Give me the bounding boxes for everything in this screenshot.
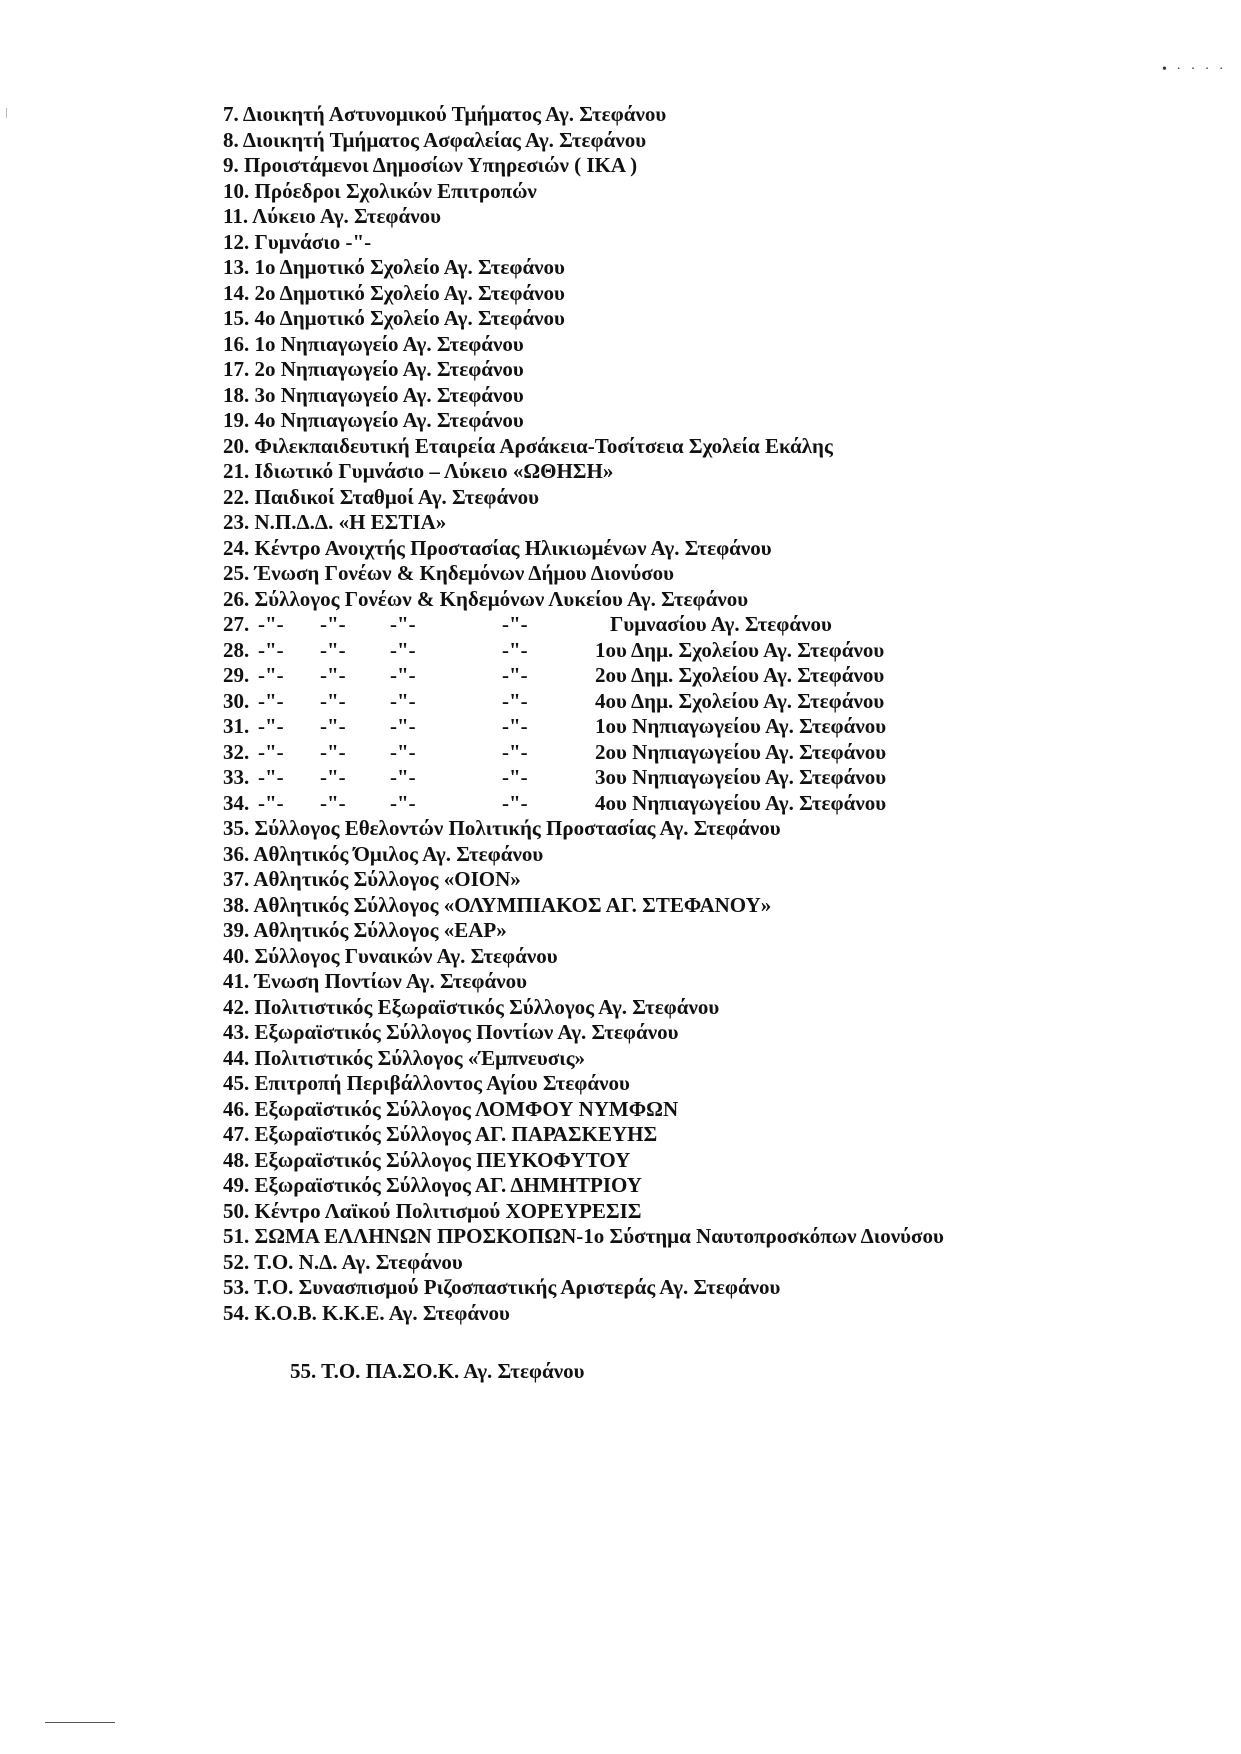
ditto-mark: -"-: [258, 612, 284, 636]
ditto-text: 1ου Νηπιαγωγείου Αγ. Στεφάνου: [595, 714, 887, 738]
ditto-text: 4ου Δημ. Σχολείου Αγ. Στεφάνου: [595, 688, 885, 713]
ditto-text: 3ου Νηπιαγωγείου Αγ. Στεφάνου: [595, 765, 887, 789]
ditto-mark: -"-: [502, 612, 528, 636]
list-item: 19. 4ο Νηπιαγωγείο Αγ. Στεφάνου: [223, 408, 524, 432]
list-item: 10. Πρόεδροι Σχολικών Επιτροπών: [223, 178, 537, 203]
ditto-mark: -"-: [502, 714, 528, 738]
ditto-mark: -"-: [258, 765, 284, 789]
ditto-mark: -"-: [390, 637, 416, 662]
ditto-mark: -"-: [258, 739, 284, 764]
ditto-mark: -"-: [320, 663, 346, 687]
ditto-mark: -"-: [390, 612, 416, 636]
list-item: 47. Εξωραϊστικός Σύλλογος ΑΓ. ΠΑΡΑΣΚΕΥΗΣ: [223, 1122, 658, 1146]
list-item: 11. Λύκειο Αγ. Στεφάνου: [223, 204, 442, 228]
list-item: 8. Διοικητή Τμήματος Ασφαλείας Αγ. Στεφάνου: [223, 127, 647, 152]
row-number: 30.: [223, 688, 250, 713]
list-item: 7. Διοικητή Αστυνομικού Τμήματος Αγ. Στεφάνου: [223, 102, 667, 126]
list-item: 14. 2ο Δημοτικό Σχολείο Αγ. Στεφάνου: [223, 280, 565, 305]
ditto-mark: -"-: [390, 688, 416, 713]
list-item: 35. Σύλλογος Εθελοντών Πολιτικής Προστασίας Αγ. Στεφάνου: [223, 816, 781, 840]
list-item: 26. Σύλλογος Γονέων & Κηδεμόνων Λυκείου Αγ. Στεφάνου: [223, 586, 749, 611]
row-number: 31.: [223, 714, 250, 738]
ditto-mark: -"-: [320, 637, 346, 662]
list-item: 42. Πολιτιστικός Εξωραϊστικός Σύλλογος Αγ. Στεφάνου: [223, 994, 720, 1019]
ditto-mark: -"-: [320, 688, 346, 713]
list-item: 12. Γυμνάσιο -"-: [223, 229, 372, 254]
ditto-mark: -"-: [258, 790, 284, 815]
footer-rule: [45, 1722, 115, 1723]
list-item: 23. Ν.Π.Δ.Δ. «Η ΕΣΤΙΑ»: [223, 510, 447, 534]
ditto-mark: -"-: [390, 663, 416, 687]
ditto-text: 4ου Νηπιαγωγείου Αγ. Στεφάνου: [595, 790, 887, 815]
list-item: 53. Τ.Ο. Συνασπισμού Ριζοσπαστικής Αριστεράς Αγ. Στεφάνου: [223, 1275, 781, 1299]
list-item: 9. Προιστάμενοι Δημοσίων Υπηρεσιών ( ΙΚΑ ): [223, 153, 638, 177]
ditto-text: 2ου Δημ. Σχολείου Αγ. Στεφάνου: [595, 663, 885, 687]
list-item: 44. Πολιτιστικός Σύλλογος «Έμπνευσις»: [223, 1045, 586, 1070]
list-item: 13. 1ο Δημοτικό Σχολείο Αγ. Στεφάνου: [223, 255, 565, 279]
ditto-mark: -"-: [320, 714, 346, 738]
row-number: 27.: [223, 612, 250, 636]
ditto-text: 2ου Νηπιαγωγείου Αγ. Στεφάνου: [595, 739, 887, 764]
list-item: 51. ΣΩΜΑ ΕΛΛΗΝΩΝ ΠΡΟΣΚΟΠΩΝ-1ο Σύστημα Ναυτοπροσκόπων Διονύσου: [223, 1224, 944, 1248]
list-item: 25. Ένωση Γονέων & Κηδεμόνων Δήμου Διονύσου: [223, 561, 675, 585]
list-item: 38. Αθλητικός Σύλλογος «ΟΛΥΜΠΙΑΚΟΣ ΑΓ. ΣΤΕΦΑΝΟΥ»: [223, 892, 772, 917]
list-item: 49. Εξωραϊστικός Σύλλογος ΑΓ. ΔΗΜΗΤΡΙΟΥ: [223, 1173, 642, 1197]
ditto-mark: -"-: [502, 637, 528, 662]
list-item: 41. Ένωση Ποντίων Αγ. Στεφάνου: [223, 969, 527, 993]
list-item-last: 55. Τ.Ο. ΠΑ.ΣΟ.Κ. Αγ. Στεφάνου: [290, 1359, 585, 1383]
ditto-mark: -"-: [502, 790, 528, 815]
ditto-mark: -"-: [390, 739, 416, 764]
ditto-text: 1ου Δημ. Σχολείου Αγ. Στεφάνου: [595, 637, 885, 662]
list-item: 36. Αθλητικός Όμιλος Αγ. Στεφάνου: [223, 841, 544, 866]
row-number: 34.: [223, 790, 250, 815]
ditto-mark: -"-: [258, 637, 284, 662]
ditto-mark: -"-: [502, 765, 528, 789]
list-item: 39. Αθλητικός Σύλλογος «ΕΑΡ»: [223, 918, 507, 942]
list-item: 54. Κ.Ο.Β. Κ.Κ.Ε. Αγ. Στεφάνου: [223, 1300, 510, 1325]
list-item: 46. Εξωραϊστικός Σύλλογος ΛΟΜΦΟΥ ΝΥΜΦΩΝ: [223, 1096, 679, 1121]
corner-mark: • · · · ·: [1162, 62, 1227, 77]
margin-tick: [6, 108, 7, 118]
list-item: 52. Τ.Ο. Ν.Δ. Αγ. Στεφάνου: [223, 1249, 463, 1274]
list-item: 40. Σύλλογος Γυναικών Αγ. Στεφάνου: [223, 943, 558, 968]
row-number: 32.: [223, 739, 250, 764]
list-item: 15. 4ο Δημοτικό Σχολείο Αγ. Στεφάνου: [223, 306, 565, 330]
ditto-mark: -"-: [258, 663, 284, 687]
ditto-mark: -"-: [502, 663, 528, 687]
list-item: 16. 1ο Νηπιαγωγείο Αγ. Στεφάνου: [223, 331, 524, 356]
list-item: 18. 3ο Νηπιαγωγείο Αγ. Στεφάνου: [223, 382, 524, 407]
ditto-mark: -"-: [502, 739, 528, 764]
ditto-mark: -"-: [258, 714, 284, 738]
ditto-mark: -"-: [390, 790, 416, 815]
ditto-mark: -"-: [320, 739, 346, 764]
list-item: 37. Αθλητικός Σύλλογος «ΟΙΟΝ»: [223, 867, 521, 891]
list-item: 50. Κέντρο Λαϊκού Πολιτισμού ΧΟΡΕΥΡΕΣΙΣ: [223, 1198, 642, 1223]
list-item: 48. Εξωραϊστικός Σύλλογος ΠΕΥΚΟΦΥΤΟΥ: [223, 1147, 631, 1172]
ditto-mark: -"-: [390, 765, 416, 789]
ditto-mark: -"-: [320, 790, 346, 815]
row-number: 33.: [223, 765, 250, 789]
ditto-mark: -"-: [320, 612, 346, 636]
list-item: 21. Ιδιωτικό Γυμνάσιο – Λύκειο «ΩΘΗΣΗ»: [223, 459, 614, 483]
ditto-mark: -"-: [320, 765, 346, 789]
list-item: 43. Εξωραϊστικός Σύλλογος Ποντίων Αγ. Στεφάνου: [223, 1020, 679, 1044]
list-item: 22. Παιδικοί Σταθμοί Αγ. Στεφάνου: [223, 484, 540, 509]
ditto-mark: -"-: [390, 714, 416, 738]
ditto-mark: -"-: [258, 688, 284, 713]
list-item: 24. Κέντρο Ανοιχτής Προστασίας Ηλικιωμένων Αγ. Στεφάνου: [223, 535, 772, 560]
list-item: 45. Επιτροπή Περιβάλλοντος Αγίου Στεφάνου: [223, 1071, 630, 1095]
ditto-mark: -"-: [502, 688, 528, 713]
ditto-text: Γυμνασίου Αγ. Στεφάνου: [610, 612, 832, 636]
list-item: 17. 2ο Νηπιαγωγείο Αγ. Στεφάνου: [223, 357, 524, 381]
row-number: 28.: [223, 637, 250, 662]
row-number: 29.: [223, 663, 250, 687]
list-item: 20. Φιλεκπαιδευτική Εταιρεία Αρσάκεια-Τοσίτσεια Σχολεία Εκάλης: [223, 433, 833, 458]
